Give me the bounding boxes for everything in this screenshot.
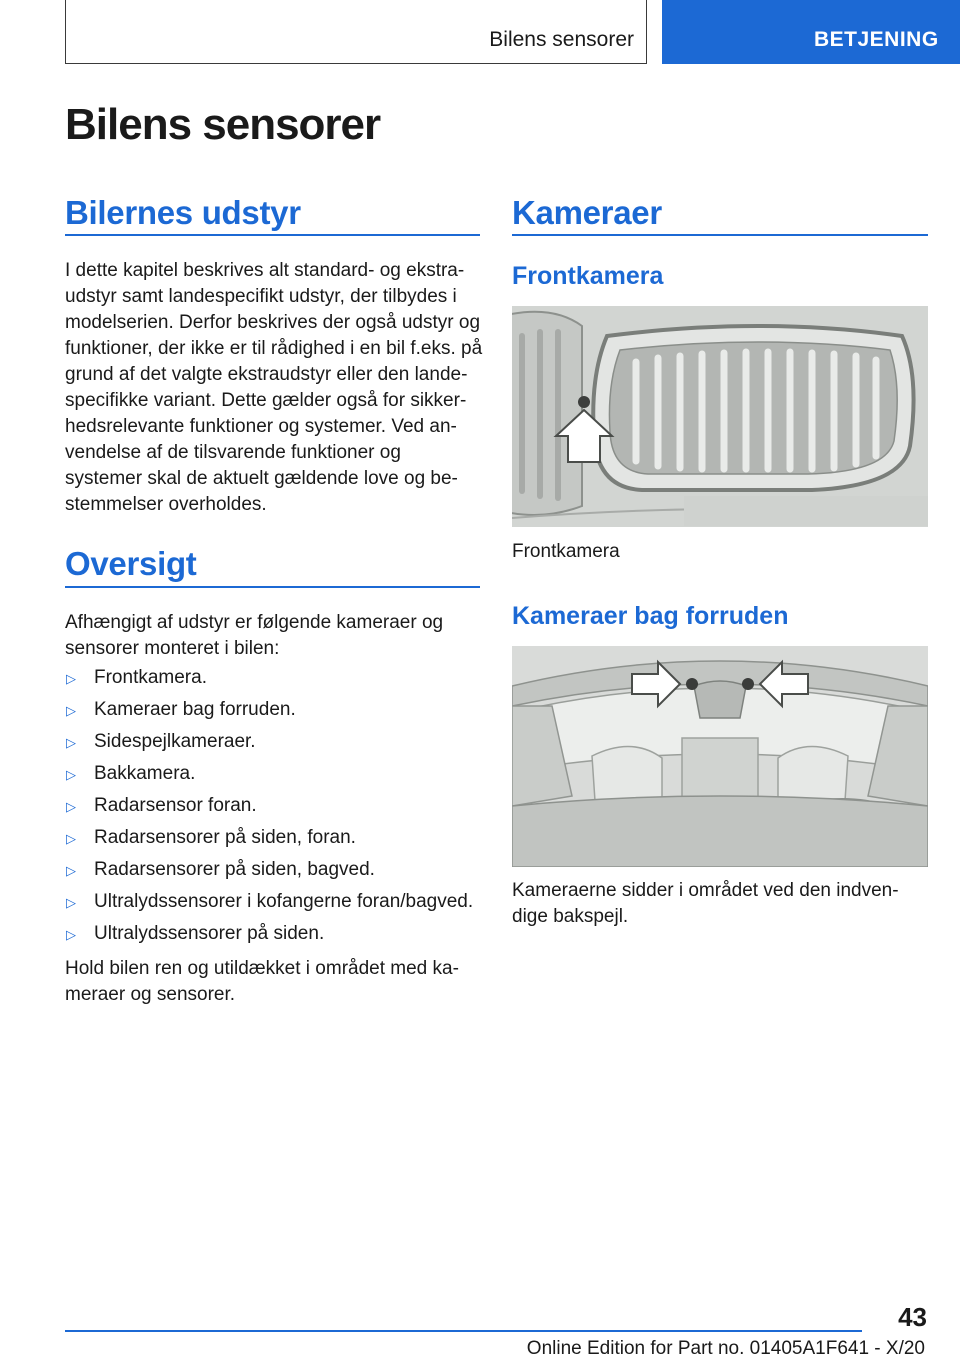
list-item-label: Ultralydssensorer på siden.: [94, 923, 325, 944]
equipment-line: vendelse af de tilsvarende funktioner og: [65, 442, 401, 463]
triangle-bullet-icon: ▷: [66, 895, 76, 910]
heading-equipment: Bilernes udstyr: [65, 194, 301, 231]
list-item-label: Bakkamera.: [94, 763, 196, 784]
list-item: [65, 761, 473, 793]
equipment-line: funktioner, der ikke er til rådighed i en bil f.eks. på: [65, 338, 483, 359]
triangle-bullet-icon: ▷: [66, 767, 76, 782]
triangle-bullet-icon: ▷: [66, 799, 76, 814]
front-grille-illustration: [512, 306, 928, 527]
header-section-title: Bilens sensorer: [489, 28, 634, 51]
list-item-label: Frontkamera.: [94, 667, 207, 688]
list-item: [65, 857, 473, 889]
heading-overview: Oversigt: [65, 545, 197, 582]
overview-intro-line: Afhængigt af udstyr er følgende kameraer og: [65, 612, 444, 633]
list-item: [65, 665, 473, 697]
windshield-caption-line: dige bakspejl.: [512, 906, 629, 927]
overview-outro: [65, 956, 459, 1008]
heading-windshield-cameras: Kameraer bag forruden: [512, 602, 789, 630]
equipment-line: systemer skal de aktuelt gældende love og be-: [65, 468, 458, 489]
heading-equipment-rule: [65, 234, 480, 236]
list-item: [65, 889, 473, 921]
heading-front-camera: Frontkamera: [512, 262, 664, 290]
list-item-label: Radarsensor foran.: [94, 795, 257, 816]
triangle-bullet-icon: ▷: [66, 831, 76, 846]
list-item-label: Radarsensorer på siden, foran.: [94, 827, 356, 848]
triangle-bullet-icon: ▷: [66, 703, 76, 718]
list-item: [65, 793, 473, 825]
overview-list: [65, 665, 473, 953]
overview-outro-line: Hold bilen ren og utildækket i området med ka-: [65, 958, 459, 979]
equipment-line: grund af det valgte ekstraudstyr eller den lande-: [65, 364, 468, 385]
overview-intro-line: sensorer monteret i bilen:: [65, 638, 280, 659]
windshield-caption-line: Kameraerne sidder i området ved den indven-: [512, 880, 899, 901]
windshield-camera-caption: [512, 878, 899, 930]
car-interior-illustration: [512, 646, 928, 867]
list-item-label: Sidespejlkameraer.: [94, 731, 256, 752]
windshield-camera-figure: [512, 646, 928, 867]
triangle-bullet-icon: ▷: [66, 735, 76, 750]
chapter-tab[interactable]: [662, 0, 960, 64]
list-item-label: Radarsensorer på siden, bagved.: [94, 859, 375, 880]
heading-overview-rule: [65, 586, 480, 588]
list-item: [65, 729, 473, 761]
equipment-line: modelserien. Derfor beskrives der også udstyr og: [65, 312, 481, 333]
equipment-line: specifikke variant. Dette gælder også for sikker-: [65, 390, 467, 411]
equipment-line: hedsrelevante funktioner og systemer. Ved an-: [65, 416, 457, 437]
list-item-label: Ultralydssensorer i kofangerne foran/bagved.: [94, 891, 474, 912]
heading-cameras: Kameraer: [512, 194, 662, 231]
list-item-label: Kameraer bag forruden.: [94, 699, 296, 720]
equipment-line: udstyr samt landespecifikt udstyr, der tilbydes i: [65, 286, 457, 307]
chapter-tab-label: BETJENING: [814, 28, 939, 51]
page-title: Bilens sensorer: [65, 100, 381, 149]
equipment-line: I dette kapitel beskrives alt standard- og ekstra-: [65, 260, 465, 281]
footer-edition: Online Edition for Part no. 01405A1F641 - X/20: [526, 1338, 925, 1359]
front-camera-caption: Frontkamera: [512, 541, 620, 562]
list-item: [65, 921, 473, 953]
footer-rule: [65, 1330, 862, 1332]
list-item: [65, 697, 473, 729]
triangle-bullet-icon: ▷: [66, 671, 76, 686]
triangle-bullet-icon: ▷: [66, 863, 76, 878]
overview-outro-line: meraer og sensorer.: [65, 984, 236, 1005]
overview-intro: [65, 610, 443, 662]
front-camera-figure: [512, 306, 928, 527]
list-item: [65, 825, 473, 857]
page-number: 43: [898, 1302, 927, 1332]
equipment-line: stemmelser overholdes.: [65, 494, 267, 515]
heading-cameras-rule: [512, 234, 928, 236]
triangle-bullet-icon: ▷: [66, 927, 76, 942]
equipment-paragraph: [65, 258, 482, 518]
